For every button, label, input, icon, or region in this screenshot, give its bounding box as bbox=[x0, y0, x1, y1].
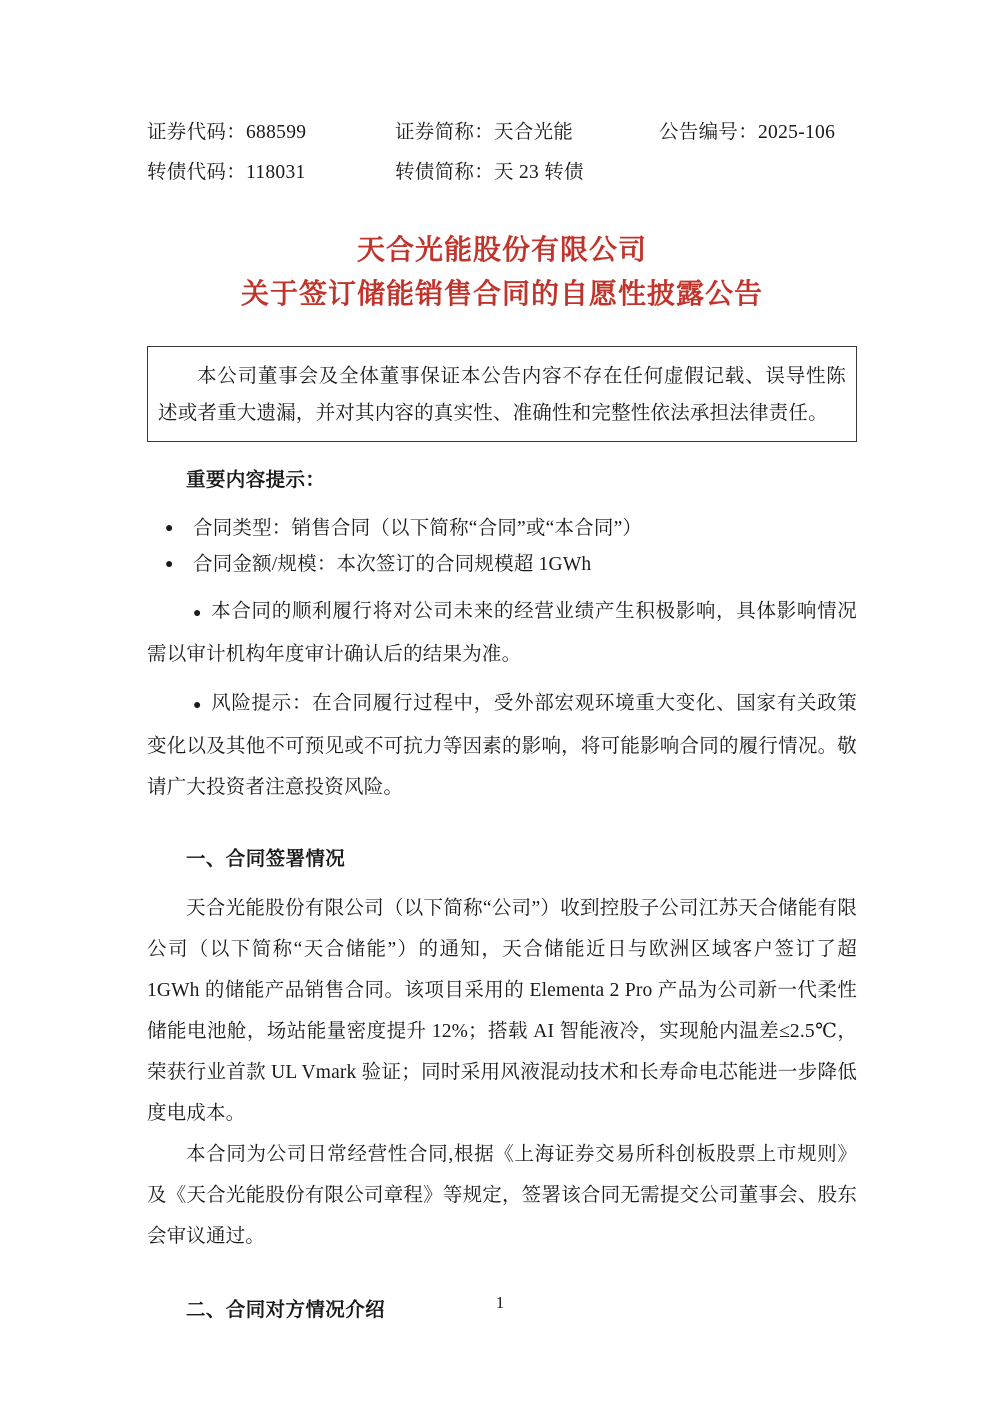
bullet-icon: ● bbox=[193, 698, 203, 713]
security-short-name: 证券简称：天合光能 bbox=[395, 122, 574, 143]
bond-code: 转债代码：118031 bbox=[147, 162, 306, 183]
bullet-icon: ● bbox=[193, 606, 203, 621]
page-title bbox=[147, 229, 857, 317]
bullet-icon: ● bbox=[165, 557, 174, 572]
list-item bbox=[147, 591, 857, 675]
list-item bbox=[147, 683, 857, 808]
company-name-title: 天合光能股份有限公司 bbox=[356, 235, 647, 266]
list-item bbox=[147, 547, 857, 583]
document-content bbox=[147, 0, 857, 1329]
announcement-subject-title: 关于签订储能销售合同的自愿性披露公告 bbox=[240, 279, 763, 310]
important-notice-list bbox=[147, 511, 857, 808]
section-1-paragraph-1: 天合光能股份有限公司（以下简称“公司”）收到控股子公司江苏天合储能有限公司（以下简称“天合储能”）的通知，天合储能近日与欧洲区域客户签订了超 1GWh 的储能产品销售合同。该项目采用的 Elementa 2 Pro 产品为公司新一代柔性储能电池舱，场站能量密度提升 12%；搭载 AI 智能液冷，实现舱内温差≤2.5℃，荣获行业首款 UL Vmark 验证；同时采用风液混动技术和长寿命电芯能进一步降低度电成本。 bbox=[147, 898, 857, 1124]
important-notice-label: 重要内容提示： bbox=[186, 470, 326, 491]
security-code: 证券代码：688599 bbox=[147, 122, 307, 143]
list-item-text: 本合同的顺利履行将对公司未来的经营业绩产生积极影响，具体影响情况需以审计机构年度审计确认后的结果为准。 bbox=[147, 601, 857, 665]
bullet-icon: ● bbox=[165, 521, 174, 536]
list-item-text: 合同类型：销售合同（以下简称“合同”或“本合同”） bbox=[193, 518, 643, 539]
section-heading-2: 二、合同对方情况介绍 bbox=[186, 1300, 386, 1321]
disclaimer-box bbox=[147, 346, 857, 442]
bond-short-name: 转债简称：天 23 转债 bbox=[395, 162, 584, 183]
security-code-row-2 bbox=[147, 153, 857, 193]
security-code-header bbox=[147, 0, 857, 193]
page-number: 1 bbox=[495, 1293, 505, 1312]
list-item-text: 合同金额/规模：本次签订的合同规模超 1GWh bbox=[193, 554, 592, 575]
security-code-row-1 bbox=[147, 113, 857, 153]
section-heading-1: 一、合同签署情况 bbox=[186, 849, 346, 870]
disclaimer-text: 本公司董事会及全体董事保证本公告内容不存在任何虚假记载、误导性陈述或者重大遗漏，并对其内容的真实性、准确性和完整性依法承担法律责任。 bbox=[158, 366, 846, 424]
section-1-paragraph-2: 本合同为公司日常经营性合同,根据《上海证券交易所科创板股票上市规则》及《天合光能股份有限公司章程》等规定，签署该合同无需提交公司董事会、股东会审议通过。 bbox=[147, 1144, 857, 1247]
list-item-text: 风险提示：在合同履行过程中，受外部宏观环境重大变化、国家有关政策变化以及其他不可预见或不可抗力等因素的影响，将可能影响合同的履行情况。敬请广大投资者注意投资风险。 bbox=[147, 693, 857, 798]
announcement-number: 公告编号：2025-106 bbox=[659, 122, 836, 143]
list-item bbox=[147, 511, 857, 547]
